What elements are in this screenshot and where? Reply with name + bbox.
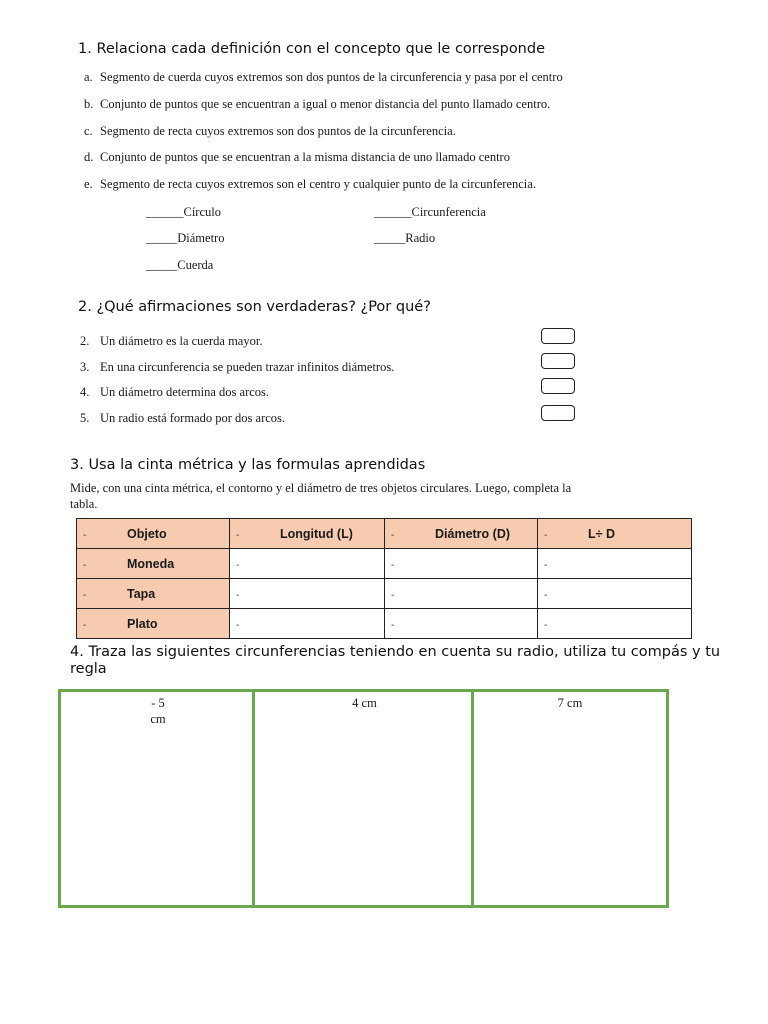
definition-c [84, 124, 456, 139]
definition-letter: b. [84, 97, 94, 111]
definition-d [84, 150, 510, 165]
radius-label: - 5 [151, 696, 165, 710]
section1-title: 1. Relaciona cada definición con el concepto que le corresponde [78, 41, 546, 57]
drawing-cell-7cm[interactable] [474, 692, 666, 905]
drawing-cell-5cm[interactable] [61, 692, 255, 905]
table-row [77, 549, 692, 579]
drawing-grid [58, 689, 669, 908]
definition-text: Segmento de recta cuyos extremos son dos puntos de la circunferencia. [100, 124, 456, 138]
blank-radio[interactable]: _____Radio [374, 231, 436, 245]
header-longitud: - Longitud (L) [230, 519, 385, 549]
header-objeto: - Objeto [77, 519, 230, 549]
measurement-table [76, 518, 692, 639]
statement-number: 4. [80, 385, 90, 399]
statement-text: En una circunferencia se pueden trazar infinitos diámetros. [100, 360, 395, 374]
statement-text: Un diámetro es la cuerda mayor. [100, 334, 263, 348]
radius-label: 7 cm [557, 696, 583, 710]
answer-box-5[interactable] [541, 405, 575, 421]
blank-diametro[interactable]: _____Diámetro [146, 231, 225, 245]
section2-title: 2. ¿Qué afirmaciones son verdaderas? ¿Por qué? [78, 299, 431, 315]
cell-ratio[interactable]: - [538, 609, 692, 639]
statement-number: 5. [80, 411, 90, 425]
header-diametro: - Diámetro (D) [385, 519, 538, 549]
header-l-div-d: - L÷ D [538, 519, 692, 549]
statement-text: Un radio está formado por dos arcos. [100, 411, 286, 425]
definition-letter: d. [84, 150, 94, 164]
cell-longitud[interactable]: - [230, 549, 385, 579]
answer-box-4[interactable] [541, 378, 575, 394]
table-row [77, 609, 692, 639]
drawing-cell-4cm[interactable] [255, 692, 474, 905]
cell-longitud[interactable]: - [230, 579, 385, 609]
statement-text: Un diámetro determina dos arcos. [100, 385, 270, 399]
answer-box-3[interactable] [541, 353, 575, 369]
cell-ratio[interactable]: - [538, 549, 692, 579]
definition-b [84, 97, 550, 112]
section3-instructions-line1: Mide, con una cinta métrica, el contorno y el diámetro de tres objetos circulares. Luego, completa la [70, 481, 572, 495]
cell-longitud[interactable]: - [230, 609, 385, 639]
section4-title-line2: regla [70, 661, 107, 677]
section3-instructions-line2: tabla. [70, 497, 98, 511]
radius-unit: cm [150, 712, 166, 726]
statement-5 [80, 411, 285, 426]
definition-text: Segmento de cuerda cuyos extremos son dos puntos de la circunferencia y pasa por el centro [100, 70, 563, 84]
blank-circunferencia[interactable]: ______Circunferencia [374, 205, 486, 219]
statement-4 [80, 385, 269, 400]
row-label-plato: - Plato [77, 609, 230, 639]
statement-number: 2. [80, 334, 90, 348]
definition-a [84, 70, 563, 85]
blank-cuerda[interactable]: _____Cuerda [146, 258, 214, 272]
table-row [77, 579, 692, 609]
blank-circulo[interactable]: ______Círculo [146, 205, 221, 219]
definition-text: Conjunto de puntos que se encuentran a igual o menor distancia del punto llamado centro. [100, 97, 551, 111]
row-label-tapa: - Tapa [77, 579, 230, 609]
section4-title-line1: 4. Traza las siguientes circunferencias teniendo en cuenta su radio, utiliza tu compás y tu [70, 644, 721, 660]
row-label-moneda: - Moneda [77, 549, 230, 579]
statement-3 [80, 360, 394, 375]
definition-letter: e. [84, 177, 93, 191]
statement-number: 3. [80, 360, 90, 374]
definition-letter: a. [84, 70, 93, 84]
definition-text: Segmento de recta cuyos extremos son el centro y cualquier punto de la circunferencia. [100, 177, 536, 191]
table-header-row [77, 519, 692, 549]
cell-diametro[interactable]: - [385, 549, 538, 579]
cell-ratio[interactable]: - [538, 579, 692, 609]
definition-text: Conjunto de puntos que se encuentran a la misma distancia de uno llamado centro [100, 150, 510, 164]
definition-letter: c. [84, 124, 93, 138]
answer-box-2[interactable] [541, 328, 575, 344]
cell-diametro[interactable]: - [385, 609, 538, 639]
statement-2 [80, 334, 262, 349]
definition-e [84, 177, 536, 192]
cell-diametro[interactable]: - [385, 579, 538, 609]
section3-title: 3. Usa la cinta métrica y las formulas aprendidas [70, 457, 426, 473]
radius-label: 4 cm [352, 696, 377, 710]
